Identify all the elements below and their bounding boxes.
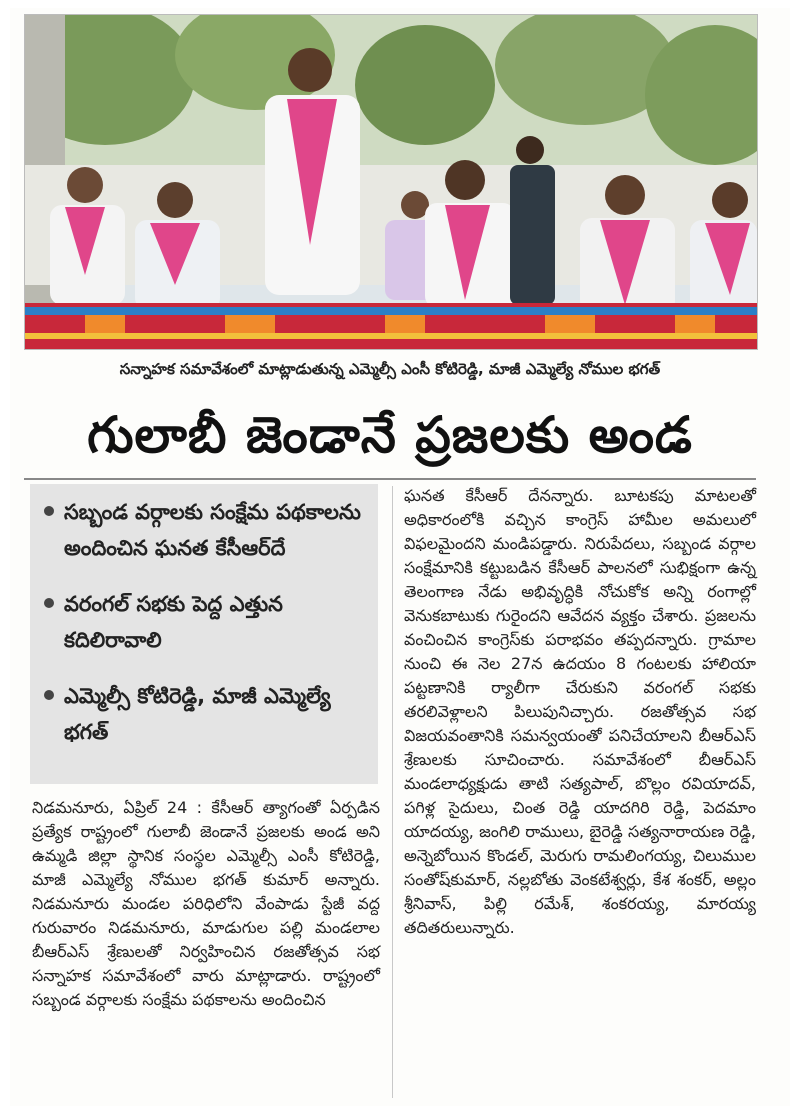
highlight-text: ఎమ్మెల్సీ కోటిరెడ్డి, మాజీ ఎమ్మెల్యే భగత్ (64, 684, 331, 744)
highlight-item (44, 586, 366, 658)
highlight-item (44, 678, 366, 750)
highlight-text: వరంగల్ సభకు పెద్ద ఎత్తున కదిలిరావాలి (64, 592, 283, 652)
article-body-right (404, 484, 756, 940)
highlight-text: సబ్బండ వర్గాలకు సంక్షేమ పథకాలను అందించిన ఘనత కేసీఆర్‌దే (64, 500, 361, 560)
bullet-icon (44, 598, 54, 608)
bullet-icon (44, 690, 54, 700)
headline-rule (24, 478, 756, 480)
article-body-left (32, 796, 380, 1012)
bullet-icon (44, 506, 54, 516)
headline: గులాబీ జెండానే ప్రజలకు అండ (87, 406, 693, 464)
highlight-item (44, 494, 366, 566)
body-paragraph: నిడమనూరు, ఏప్రిల్ 24 : కేసీఆర్ త్యాగంతో ఏర్పడిన ప్రత్యేక రాష్ట్రంలో గులాబీ జెండానే ప్రజలకు అండ అని ఉమ్మడి జిల్లా స్థానిక సంస్థల ఎమ్మెల్సీ ఎంసీ కోటిరెడ్డి, మాజీ ఎమ్మెల్యే నోముల భగత్ కుమార్ అన్నారు. నిడమనూరు మండల పరిధిలోని వేంపాడు స్టేజీ వద్ద గురువారం నిడమనూరు, మాడుగుల పల్లి మండలాల బీఆర్ఎస్ శ్రేణులతో నిర్వహించిన రజతోత్సవ సభ సన్నాహక సమావేశంలో వారు మాట్లాడారు. రాష్ట్రంలో సబ్బండ వర్గాలకు సంక్షేమ పథకాలను అందించిన (32, 798, 380, 1009)
photo-caption: సన్నాహక సమావేశంలో మాట్లాడుతున్న ఎమ్మెల్సీ ఎంసీ కోటిరెడ్డి, మాజీ ఎమ్మెల్యే నోముల భగత్ (119, 360, 661, 378)
highlights-box (30, 484, 378, 784)
news-photo (24, 14, 758, 350)
body-paragraph: ఘనత కేసీఆర్ దేనన్నారు. బూటకపు మాటలతో అధికారంలోకి వచ్చిన కాంగ్రెస్ హామీల అమలులో విఫలమైందని మండిపడ్డారు. నిరుపేదలు, సబ్బండ వర్గాల సంక్షేమానికి కట్టుబడిన కేసీఆర్ పాలనలో సుభిక్షంగా ఉన్న తెలంగాణ నేడు అభివృద్ధికి నోచుకోక అన్ని రంగాల్లో వెనుకబాటుకు గురైందని ఆవేదన వ్యక్తం చేశారు. ప్రజలను వంచించిన కాంగ్రెస్‌కు పరాభవం తప్పదన్నారు. గ్రామాల నుంచి ఈ నెల 27న ఉదయం 8 గంటలకు హాలియా పట్టణానికి ర్యాలీగా చేరుకుని వరంగల్ సభకు తరలివెళ్లాలని పిలుపునిచ్చారు. రజతోత్సవ సభ విజయవంతానికి సమన్వయంతో పనిచేయాలని బీఆర్ఎస్ శ్రేణులకు సూచించారు. సమావేశంలో బీఆర్ఎస్ మండలాధ్యక్షుడు తాటి సత్యపాల్, బొల్లం రవియాదవ్, పగిళ్ల సైదులు, చింత రెడ్డి యాదగిరి రెడ్డి, పెదమాం యాదయ్య, జంగిలి రాములు, బైరెడ్డి సత్యనారాయణ రెడ్డి, అన్నెబోయిన కొండల్, మెరుగు రామలింగయ్య, చిలుముల సంతోష్‌కుమార్, నల్లబోతు వెంకటేశ్వర్లు, కేశ శంకర్, అల్లం శ్రీనివాస్, పిల్లి రమేశ్, శంకరయ్య, మారయ్య తదితరులున్నారు. (404, 486, 756, 937)
column-divider (392, 486, 393, 1098)
